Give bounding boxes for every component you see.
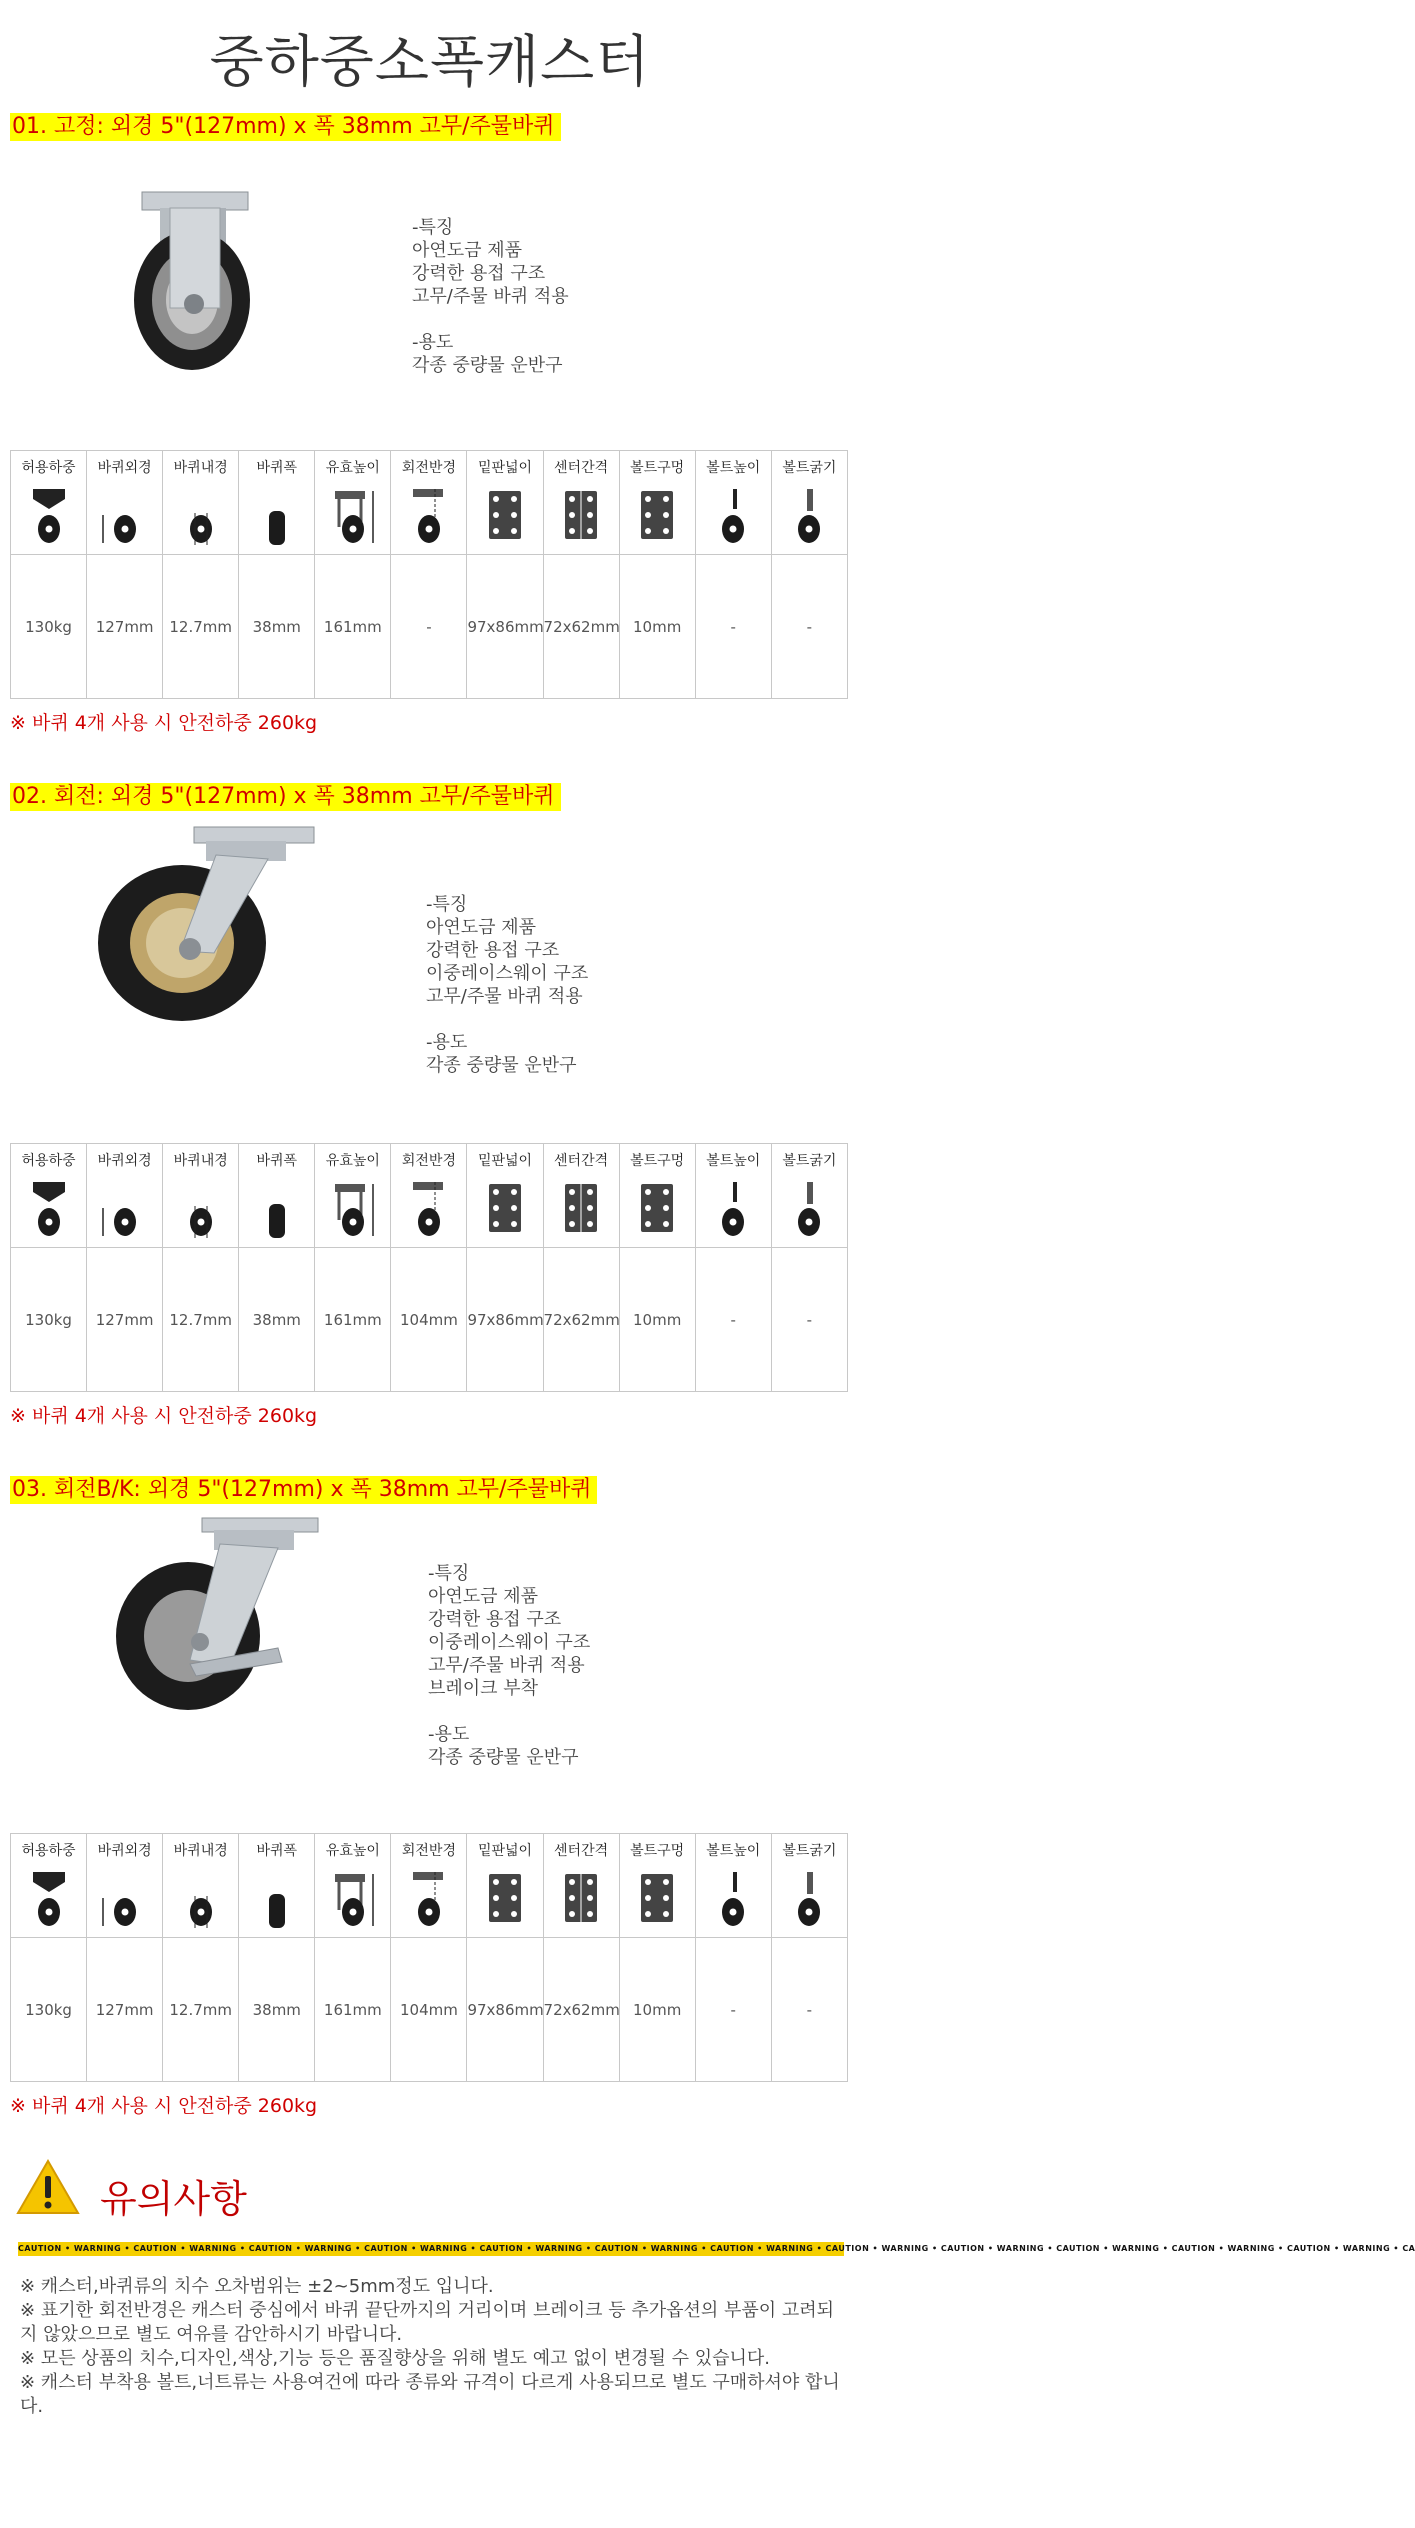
caution-list (20, 2275, 850, 2419)
caution-line: ※ 캐스터,바퀴류의 치수 오차범위는 ±2~5mm정도 입니다. (20, 2276, 494, 2297)
spec-value-cell: 38mm (239, 1248, 315, 1392)
spec-header-cell (695, 1834, 771, 1938)
spec-header-cell (467, 451, 543, 555)
bolt-hole-icon (627, 483, 687, 549)
spec-header-cell (163, 1144, 239, 1248)
spec-value-cell: 127mm (87, 1938, 163, 2082)
features-block (412, 216, 569, 377)
spec-value-cell: 38mm (239, 1938, 315, 2082)
spec-table (10, 1143, 848, 1392)
height-icon (323, 1866, 383, 1932)
spec-header-label: 볼트굵기 (782, 1153, 837, 1169)
spec-header-label: 허용하중 (21, 1153, 76, 1169)
spec-header-cell (11, 451, 87, 555)
spec-value-cell: - (695, 1938, 771, 2082)
spec-value-cell: 38mm (239, 555, 315, 699)
spec-value-cell: 161mm (315, 1248, 391, 1392)
spec-header-label: 볼트높이 (706, 1153, 761, 1169)
spec-value-cell: 10mm (619, 1248, 695, 1392)
spec-header-label: 볼트구멍 (630, 1843, 685, 1859)
spec-header-cell (619, 1834, 695, 1938)
spec-value-cell: 12.7mm (163, 555, 239, 699)
feature-item: 고무/주물 바퀴 적용 (426, 986, 583, 1007)
feature-item: 아연도금 제품 (412, 240, 523, 261)
height-icon (323, 483, 383, 549)
wheel-bore-icon (171, 1866, 231, 1932)
wheel-diameter-icon (95, 483, 155, 549)
feature-item: 이중레이스웨이 구조 (428, 1632, 591, 1653)
usage-title: -용도 (428, 1724, 470, 1745)
safety-note: ※ 바퀴 4개 사용 시 안전하중 260kg (10, 2095, 318, 2117)
spec-value-cell: 12.7mm (163, 1248, 239, 1392)
spec-header-cell (391, 1144, 467, 1248)
spec-value-cell: 97x86mm (467, 555, 543, 699)
feature-item: 강력한 용접 구조 (412, 263, 546, 284)
spec-header-label: 볼트구멍 (630, 1153, 685, 1169)
load-capacity-icon (19, 483, 79, 549)
spec-value-cell: - (391, 555, 467, 699)
spec-header-cell (543, 1834, 619, 1938)
spec-value-cell: 10mm (619, 1938, 695, 2082)
wheel-diameter-icon (95, 1176, 155, 1242)
bolt-hole-icon (627, 1176, 687, 1242)
spec-value-cell: 97x86mm (467, 1938, 543, 2082)
swivel-radius-icon (399, 483, 459, 549)
caution-line: ※ 표기한 회전반경은 캐스터 중심에서 바퀴 끝단까지의 거리이며 브레이크 등 추가옵션의 부품이 고려되지 않았으므로 별도 여유를 감안하시기 바랍니다. (20, 2300, 835, 2345)
caution-line: ※ 캐스터 부착용 볼트,너트류는 사용여건에 따라 종류와 규격이 다르게 사용되므로 별도 구매하셔야 합니다. (20, 2372, 840, 2417)
wheel-width-icon (247, 1176, 307, 1242)
spec-header-cell (467, 1834, 543, 1938)
spec-header-label: 센터간격 (554, 460, 609, 476)
feature-item: 이중레이스웨이 구조 (426, 963, 589, 984)
spec-header-label: 바퀴폭 (256, 460, 298, 476)
feature-item: 고무/주물 바퀴 적용 (412, 286, 569, 307)
spec-header-cell (695, 1144, 771, 1248)
spec-header-cell (543, 451, 619, 555)
bolt-height-icon (703, 1176, 763, 1242)
spec-value-cell: - (695, 555, 771, 699)
bolt-height-icon (703, 1866, 763, 1932)
spec-header-cell (467, 1144, 543, 1248)
spec-header-label: 허용하중 (21, 1843, 76, 1859)
spec-value-cell: 130kg (11, 1248, 87, 1392)
spec-value-cell: - (771, 555, 847, 699)
spec-header-label: 바퀴외경 (97, 1153, 152, 1169)
spec-header-label: 바퀴폭 (256, 1153, 298, 1169)
safety-note: ※ 바퀴 4개 사용 시 안전하중 260kg (10, 1405, 318, 1427)
spec-value-cell: 161mm (315, 555, 391, 699)
spec-header-label: 센터간격 (554, 1843, 609, 1859)
spec-header-cell (163, 1834, 239, 1938)
spec-header-label: 밑판넓이 (477, 460, 533, 476)
spec-header-cell (771, 1834, 847, 1938)
spec-header-label: 회전반경 (401, 460, 456, 476)
spec-header-cell (315, 1144, 391, 1248)
warning-icon (16, 2158, 80, 2216)
caution-strip: CAUTION • WARNING • CAUTION • WARNING • CAUTION • WARNING • CAUTION • WARNING • CAUTION • WARNING • CAUTION • WARNING • CAUTION • WARNING • CAUTION • WARNING • CAUTION • WARNING • CAUTION • WARNING • CAUTION • WARNING • CAUTION • WARNING • CA (18, 2242, 844, 2256)
spec-header-label: 볼트굵기 (782, 1843, 837, 1859)
spec-header-cell (771, 451, 847, 555)
spec-header-cell (87, 1834, 163, 1938)
bolt-spacing-icon (551, 1866, 611, 1932)
spec-value-cell: - (771, 1248, 847, 1392)
spec-header-label: 유효높이 (325, 1843, 380, 1859)
spec-value-cell: 72x62mm (543, 1938, 619, 2082)
spec-header-cell (315, 451, 391, 555)
spec-header-cell (11, 1144, 87, 1248)
features-block (426, 893, 588, 1077)
spec-value-cell: 72x62mm (543, 1248, 619, 1392)
spec-header-label: 바퀴내경 (173, 1153, 228, 1169)
feature-item: 강력한 용접 구조 (426, 940, 560, 961)
wheel-width-icon (247, 483, 307, 549)
spec-header-label: 밑판넓이 (477, 1153, 533, 1169)
section-fixed (0, 113, 860, 734)
spec-header-label: 바퀴폭 (256, 1843, 298, 1859)
spec-value-cell: 127mm (87, 555, 163, 699)
spec-header-label: 바퀴외경 (97, 460, 152, 476)
bolt-thickness-icon (779, 1176, 839, 1242)
spec-value-cell: - (771, 1938, 847, 2082)
usage-item: 각종 중량물 운반구 (426, 1055, 577, 1076)
spec-header-cell (771, 1144, 847, 1248)
spec-value-cell: 12.7mm (163, 1938, 239, 2082)
load-capacity-icon (19, 1176, 79, 1242)
bolt-hole-icon (627, 1866, 687, 1932)
swivel-brake-caster-image (110, 1516, 330, 1716)
usage-item: 각종 중량물 운반구 (428, 1747, 579, 1768)
spec-value-cell: 161mm (315, 1938, 391, 2082)
spec-table (10, 1833, 848, 2082)
spec-header-cell (239, 1834, 315, 1938)
spec-header-cell (315, 1834, 391, 1938)
spec-header-label: 볼트높이 (706, 460, 761, 476)
usage-item: 각종 중량물 운반구 (412, 355, 563, 376)
swivel-radius-icon (399, 1866, 459, 1932)
wheel-bore-icon (171, 483, 231, 549)
spec-header-cell (163, 451, 239, 555)
load-capacity-icon (19, 1866, 79, 1932)
bolt-thickness-icon (779, 1866, 839, 1932)
spec-header-label: 볼트구멍 (630, 460, 685, 476)
plate-size-icon (475, 483, 535, 549)
feature-item: 강력한 용접 구조 (428, 1609, 562, 1630)
spec-header-cell (87, 1144, 163, 1248)
plate-size-icon (475, 1176, 535, 1242)
bolt-spacing-icon (551, 1176, 611, 1242)
spec-header-label: 회전반경 (401, 1843, 456, 1859)
wheel-bore-icon (171, 1176, 231, 1242)
spec-header-label: 바퀴외경 (97, 1843, 152, 1859)
feature-item: 아연도금 제품 (426, 917, 537, 938)
page-title: 중하중소폭캐스터 (209, 30, 651, 95)
features-title: -특징 (426, 894, 468, 915)
spec-value-cell: 104mm (391, 1938, 467, 2082)
spec-value-cell: 97x86mm (467, 1248, 543, 1392)
safety-note: ※ 바퀴 4개 사용 시 안전하중 260kg (10, 712, 318, 734)
spec-header-label: 볼트굵기 (782, 460, 837, 476)
section-swivel (0, 783, 860, 1427)
spec-header-cell (87, 451, 163, 555)
spec-header-cell (695, 451, 771, 555)
spec-header-cell (11, 1834, 87, 1938)
spec-value-cell: 104mm (391, 1248, 467, 1392)
wheel-width-icon (247, 1866, 307, 1932)
wheel-diameter-icon (95, 1866, 155, 1932)
section-heading: 01. 고정: 외경 5"(127mm) x 폭 38mm 고무/주물바퀴 (10, 113, 561, 141)
spec-header-label: 볼트높이 (706, 1843, 761, 1859)
spec-header-cell (239, 1144, 315, 1248)
feature-item: 고무/주물 바퀴 적용 (428, 1655, 585, 1676)
feature-item: 아연도금 제품 (428, 1586, 539, 1607)
spec-table (10, 450, 848, 699)
bolt-spacing-icon (551, 483, 611, 549)
spec-value-cell: - (695, 1248, 771, 1392)
spec-header-label: 회전반경 (401, 1153, 456, 1169)
feature-item: 브레이크 부착 (428, 1678, 539, 1699)
caution-line: ※ 모든 상품의 치수,디자인,색상,기능 등은 품질향상을 위해 별도 예고 없이 변경될 수 있습니다. (20, 2348, 770, 2369)
usage-title: -용도 (426, 1032, 468, 1053)
plate-size-icon (475, 1866, 535, 1932)
height-icon (323, 1176, 383, 1242)
spec-value-cell: 10mm (619, 555, 695, 699)
spec-value-cell: 127mm (87, 1248, 163, 1392)
spec-header-cell (239, 451, 315, 555)
fixed-caster-image (118, 188, 268, 378)
spec-header-cell (543, 1144, 619, 1248)
spec-value-cell: 72x62mm (543, 555, 619, 699)
spec-header-label: 밑판넓이 (477, 1843, 533, 1859)
bolt-thickness-icon (779, 483, 839, 549)
spec-header-cell (391, 1834, 467, 1938)
features-block (428, 1562, 590, 1769)
spec-header-label: 허용하중 (21, 460, 76, 476)
spec-header-label: 유효높이 (325, 1153, 380, 1169)
section-heading: 02. 회전: 외경 5"(127mm) x 폭 38mm 고무/주물바퀴 (10, 783, 561, 811)
spec-value-cell: 130kg (11, 555, 87, 699)
section-swivel-brake (0, 1476, 860, 2116)
caution-title: 유의사항 (100, 2177, 247, 2221)
usage-title: -용도 (412, 332, 454, 353)
swivel-caster-image (96, 825, 326, 1025)
swivel-radius-icon (399, 1176, 459, 1242)
section-heading: 03. 회전B/K: 외경 5"(127mm) x 폭 38mm 고무/주물바퀴 (10, 1476, 597, 1504)
features-title: -특징 (428, 1563, 470, 1584)
spec-header-label: 유효높이 (325, 460, 380, 476)
bolt-height-icon (703, 483, 763, 549)
spec-header-label: 바퀴내경 (173, 1843, 228, 1859)
spec-header-label: 바퀴내경 (173, 460, 228, 476)
spec-value-cell: 130kg (11, 1938, 87, 2082)
spec-header-cell (619, 451, 695, 555)
features-title: -특징 (412, 217, 454, 238)
spec-header-cell (619, 1144, 695, 1248)
spec-header-label: 센터간격 (554, 1153, 609, 1169)
spec-header-cell (391, 451, 467, 555)
